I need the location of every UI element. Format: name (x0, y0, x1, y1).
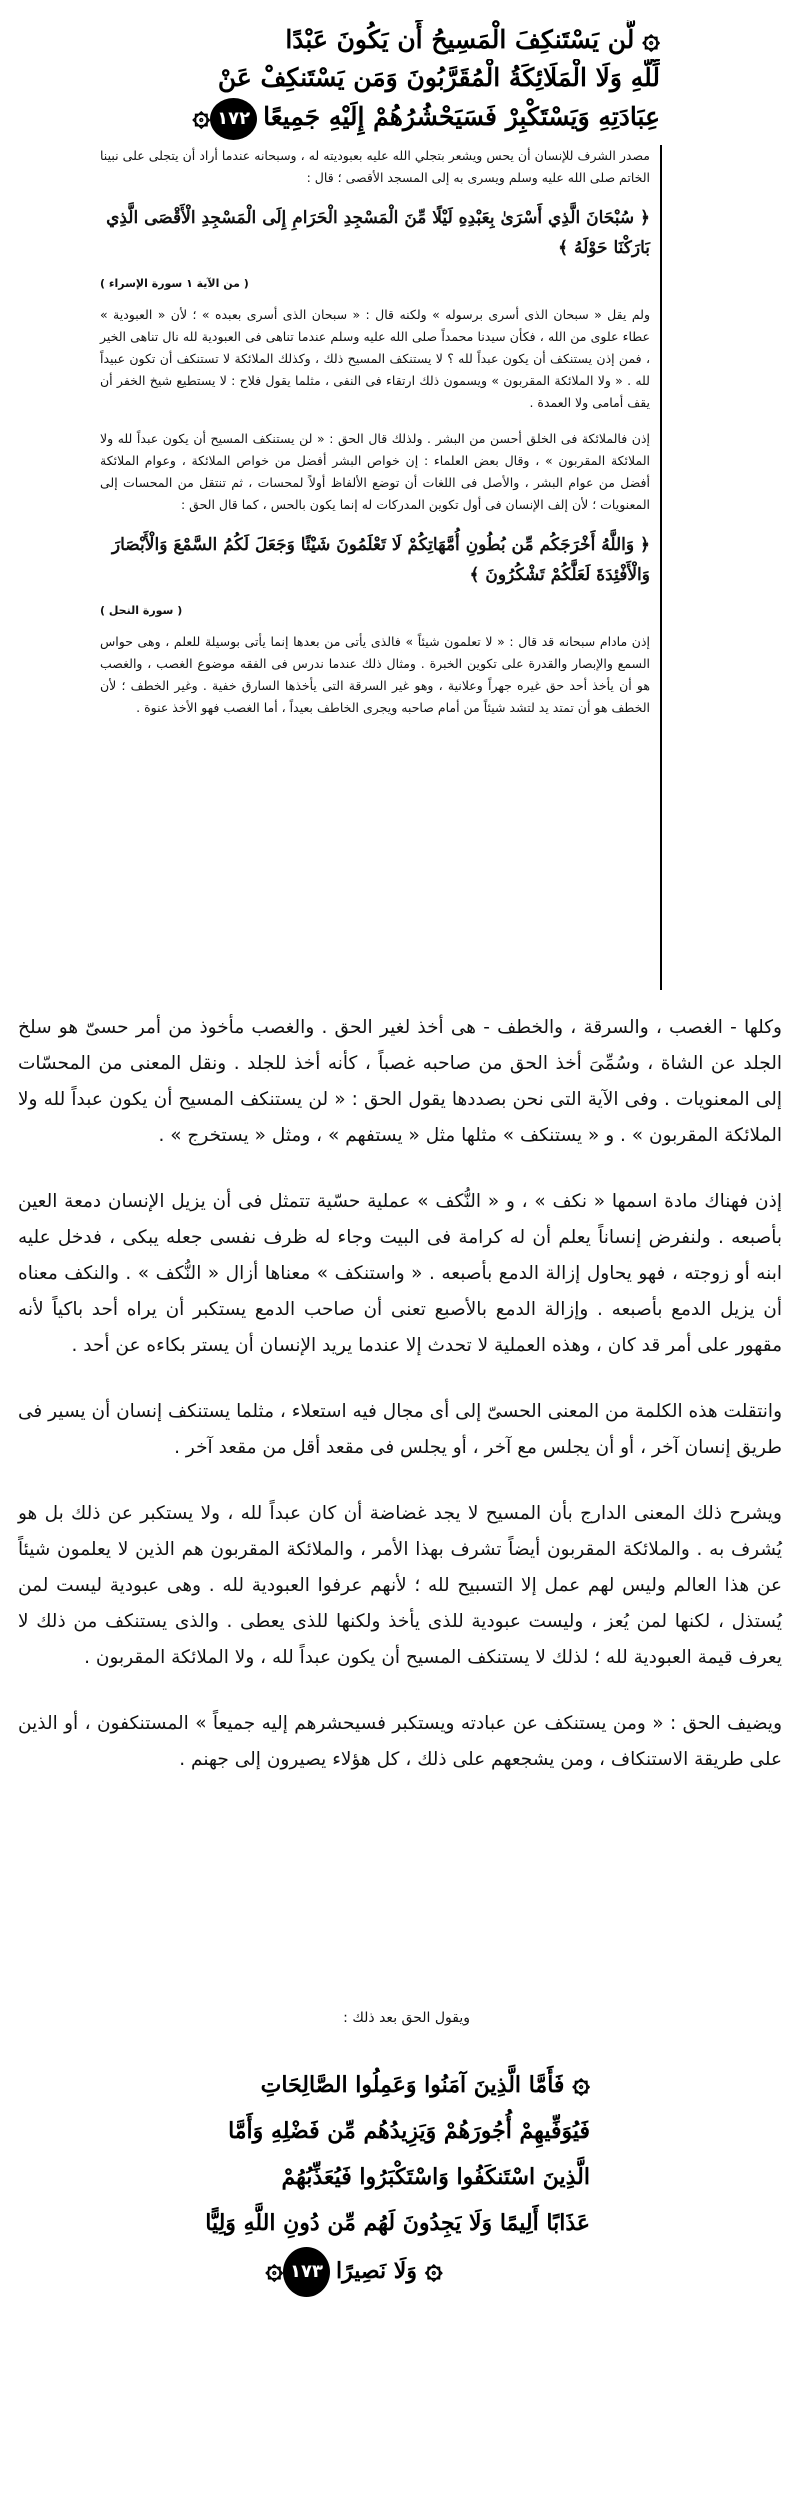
header-verse-line: عِبَادَتِهِ وَيَسْتَكْبِرْ فَسَيَحْشُرُهُمْ إِلَيْهِ جَمِيعًا (263, 102, 660, 131)
scan-paragraph: إذن فالملائكة فى الخلق أحسن من البشر . ولذلك قال الحق : « لن يستنكف المسيح أن يكون عبداً لله ولا الملائكة المقربون » ، وقال بعض العلماء : إن خواص البشر أفضل من خواص الملائكة ، وعوام الملائكة أفضل من عوام البشر ، والأصل فى اللغات أن توضع الألفاظ أولاً لمحسات ، ثم تنتقل من المحسات إلى المعنويات ؛ لأن إلف الإنسان فى أول تكوين المدركات له إنما يكون بالحس ، كما قال الحق : (100, 431, 650, 512)
scan-paragraph: مصدر الشرف للإنسان أن يحس ويشعر بتجلي الله عليه بعبوديته له ، وسبحانه عندما أراد أن يتجلى على نبينا الخاتم صلى الله عليه وسلم ويسرى به إلى المسجد الأقصى ؛ قال : (100, 148, 650, 185)
scan-paragraph: ولم يقل « سبحان الذى أسرى برسوله » ولكنه قال : « سبحان الذى أسرى بعبده » ؛ لأن « العبودية » عطاء علوى من الله ، فكأن سيدنا محمداً صلى الله عليه وسلم عندما تناهى فى العبودية لله نال تناهى الخير ، فمن إذن يستنكف أن يكون عبداً لله ؟ لا يستنكف المسيح ذلك ، وكذلك الملائكة لا تستنكف أن تكون عبيداً لله . « ولا الملائكة المقربون » ويسمون ذلك ارتقاء فى النفى ، مثلما يقول فلاح : لا يستطيع شيخ الخفر أن يقف أمامى ولا العمدة . (100, 307, 650, 410)
footer-verse-line: وَلَا نَصِيرًا (336, 2258, 417, 2284)
footer-verse-line: عَذَابًا أَلِيمًا وَلَا يَجِدُونَ لَهُم مِّن دُونِ اللَّهِ وَلِيًّا (205, 2210, 590, 2236)
footer-verse-line: فَأَمَّا الَّذِينَ آمَنُوا وَعَمِلُوا الصَّالِحَاتِ (260, 2072, 565, 2098)
ornament-icon: ۞ (642, 21, 660, 56)
ornament-icon: ۞ (192, 98, 211, 133)
margin-rule (660, 145, 662, 990)
ayah-number-badge: ١٧٣ (283, 2247, 330, 2297)
verse-reference: ( سورة النحل ) (100, 604, 183, 617)
quran-verse: ﴿ وَاللَّهُ أَخْرَجَكُم مِّن بُطُونِ أُمَّهَاتِكُمْ لَا تَعْلَمُونَ شَيْئًا وَجَعَلَ لَكُمُ السَّمْعَ وَالْأَبْصَارَ وَالْأَفْئِدَةَ لَعَلَّكُمْ تَشْكُرُونَ ﴾ (111, 535, 650, 585)
ornament-icon: ۞ (265, 2251, 284, 2286)
footer-verse-line: الَّذِينَ اسْتَنكَفُوا وَاسْتَكْبَرُوا فَيُعَذِّبُهُمْ (281, 2164, 590, 2190)
verse-reference: ( من الآية ١ سورة الإسراء ) (100, 277, 249, 290)
header-verse-line: لَّن يَسْتَنكِفَ الْمَسِيحُ أَن يَكُونَ عَبْدًا (285, 25, 635, 54)
header-verse (140, 20, 660, 140)
header-verse-line: لِّلَّهِ وَلَا الْمَلَائِكَةُ الْمُقَرَّبُونَ وَمَن يَسْتَنكِفْ عَنْ (217, 63, 660, 92)
body-paragraph: وانتقلت هذه الكلمة من المعنى الحسىّ إلى أى مجال فيه استعلاء ، مثلما يستنكف إنسان أن يسير فى طريق إنسان آخر ، أو أن يجلس مع آخر ، أو يجلس فى مقعد أقل من مقعد آخر . (18, 1401, 782, 1458)
body-paragraph: وكلها - الغصب ، والسرقة ، والخطف - هى أخذ لغير الحق . والغصب مأخوذ من أمر حسىّ هو سلخ الجلد عن الشاة ، وسُمِّىَ أخذ الحق من صاحبه غصباً ، كأنه أخذ للجلد . ونقل المعنى من المحسّات إلى المعنويات . وفى الآية التى نحن بصددها يقول الحق : « لن يستنكف المسيح أن يكون عبداً لله ولا الملائكة المقربون » . و « يستنكف » مثلها مثل « يستفهم » ، ومثل « يستخرج » . (18, 1017, 782, 1146)
body-paragraph: ويشرح ذلك المعنى الدارج بأن المسيح لا يجد غضاضة أن كان عبداً لله ، ولا يستكبر عن ذلك بل هو يُشرف به . والملائكة المقربون أيضاً تشرف بهذا الأمر ، والملائكة المقربون هم الذين لا يعلمون شيئاً عن هذا العالم وليس لهم عمل إلا التسبيح لله ؛ لأنهم عرفوا العبودية لله . وهى عبودية ليست لمن يُستذل ، لكنها لمن يُعز ، وليست عبودية للذى يأخذ ولكنها للذى يعطى . والذى يستنكف من ذلك لا يعرف قيمة العبودية لله ؛ لذلك لا يستنكف المسيح أن يكون عبداً لله ، ولا الملائكة المقربون . (18, 1503, 782, 1668)
footer-intro: ويقول الحق بعد ذلك : (343, 2010, 470, 2026)
ayah-number-badge: ١٧٢ (210, 98, 257, 140)
body-paragraph: إذن فهناك مادة اسمها « نكف » ، و « النُّكف » عملية حسّية تتمثل فى أن يزيل الإنسان دمعة العين بأصبعه . ولنفرض إنساناً يعلم أن له كرامة فى البيت وجاء له ظرف نفسى جعله يبكى ، فدخل عليه ابنه أو زوجته ، فهو يحاول إزالة الدمع بأصبعه . « واستنكف » معناها أزال « النُّكف » . والنكف معناه أن يزيل الدمع بأصبعه . وإزالة الدمع بالأصبع تعنى أن صاحب الدمع يستكبر أن يراه أحد باكياً لأنه مقهور على أمر قد كان ، وهذه العملية لا تحدث إلا عندما يريد الإنسان أن يستر بكاءه عن أحد . (18, 1191, 782, 1356)
quran-verse: ﴿ سُبْحَانَ الَّذِي أَسْرَىٰ بِعَبْدِهِ لَيْلًا مِّنَ الْمَسْجِدِ الْحَرَامِ إِلَى الْمَسْجِدِ الْأَقْصَى الَّذِي بَارَكْنَا حَوْلَهُ ﴾ (106, 208, 650, 258)
footer-verse (110, 2060, 590, 2297)
main-section (18, 1010, 782, 1975)
body-paragraph: ويضيف الحق : « ومن يستنكف عن عبادته ويستكبر فسيحشرهم إليه جميعاً » المستنكفون ، أو الذين على طريقة الاستنكاف ، ومن يشجعهم على ذلك ، كل هؤلاء يصيرون إلى جهنم . (18, 1713, 782, 1770)
footer-verse-line: فَيُوَفِّيهِمْ أُجُورَهُمْ وَيَزِيدُهُم مِّن فَضْلِهِ وَأَمَّا (228, 2118, 590, 2144)
ornament-icon: ۞ (424, 2251, 443, 2286)
scan-paragraph: إذن مادام سبحانه قد قال : « لا تعلمون شيئاً » فالذى يأتى من بعدها إنما يأتى بوسيلة للعلم ، وهى حواس السمع والإبصار والقدرة على تكوين الخبرة . ومثال ذلك عندما ندرس فى الفقه موضوع الغصب ، والغصب هو أن يأخذ أحد حق غيره جهراً وعلانية ، وهو غير السرقة التى يأخذها السارق خفية . وغير الخطف ؛ لأن الخطف هو أن تمتد يد لتشد شيئاً من أمام صاحبه ويجرى الخاطف بعيداً ، أما الغصب فهو الأخذ عنوة . (100, 634, 650, 715)
ornament-icon: ۞ (572, 2065, 590, 2100)
scan-section (100, 145, 662, 990)
